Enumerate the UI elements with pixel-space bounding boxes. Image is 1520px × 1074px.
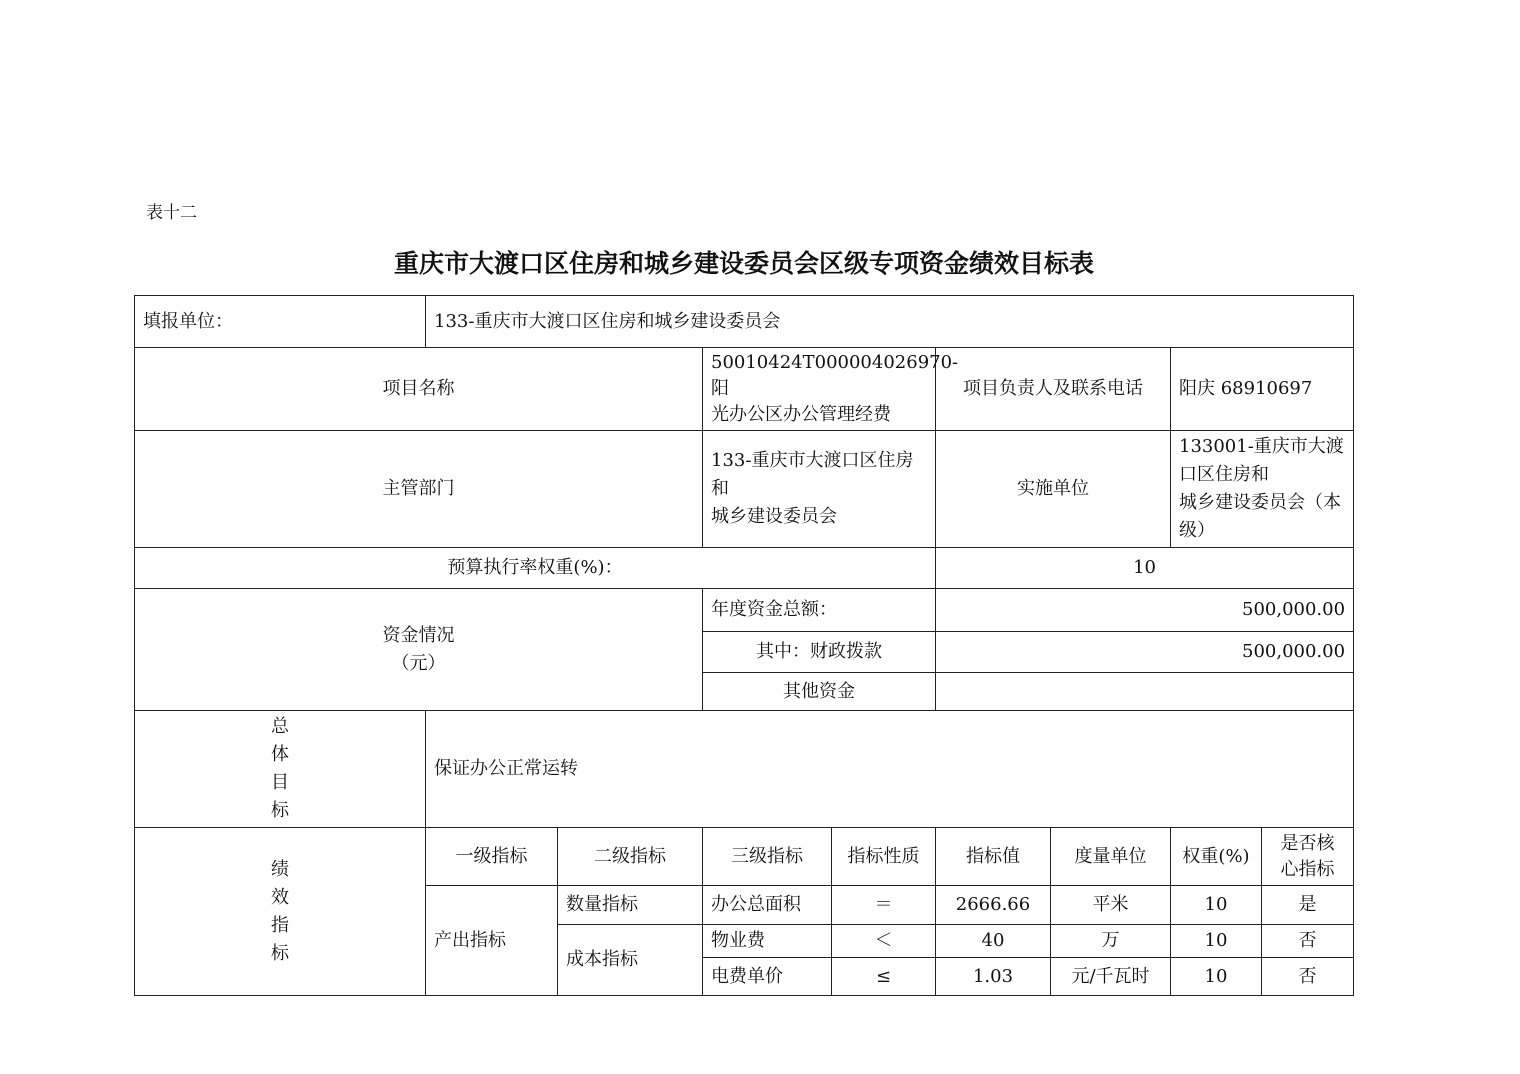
header-core-line: 心指标	[1280, 858, 1335, 880]
indicator-char: 效	[271, 886, 289, 908]
value-cell: 2666.66	[936, 886, 1051, 925]
fiscal-funds-value: 500,000.00	[936, 632, 1354, 673]
dept-line: 133-重庆市大渡口区住房和	[711, 450, 914, 499]
budget-weight-value: 10	[936, 548, 1354, 589]
funds-label	[135, 589, 703, 711]
value-cell: 1.03	[936, 958, 1051, 996]
core-cell: 否	[1262, 958, 1354, 996]
project-name-line: 50010424T000004026970-阳	[711, 352, 959, 399]
level2-quantity: 数量指标	[558, 886, 703, 925]
header-level2: 二级指标	[558, 828, 703, 886]
weight-cell: 10	[1171, 958, 1262, 996]
supervising-dept-value	[703, 431, 936, 548]
document-title: 重庆市大渡口区住房和城乡建设委员会区级专项资金绩效目标表	[393, 249, 1094, 278]
fiscal-funds-label: 其中：财政拨款	[703, 632, 936, 673]
unit-cell: 元/千瓦时	[1051, 958, 1171, 996]
level2-cost: 成本指标	[558, 925, 703, 996]
nature-cell: ＝	[832, 886, 936, 925]
funds-label-line: （元）	[391, 652, 446, 674]
header-core-line: 是否核	[1280, 832, 1335, 854]
level3-cell: 电费单价	[703, 958, 832, 996]
overall-goal-value: 保证办公正常运转	[426, 711, 1354, 828]
header-level1: 一级指标	[426, 828, 558, 886]
goal-char: 体	[271, 744, 289, 765]
header-level3: 三级指标	[703, 828, 832, 886]
budget-weight-label: 预算执行率权重(%)：	[135, 548, 936, 589]
indicator-char: 绩	[271, 858, 289, 880]
goal-char: 总	[271, 716, 289, 737]
level3-cell: 物业费	[703, 925, 832, 958]
other-funds-label: 其他资金	[703, 673, 936, 711]
performance-indicator-label	[135, 828, 426, 996]
other-funds-value	[936, 673, 1354, 711]
impl-line: 城乡建设委员会（本级）	[1179, 492, 1341, 541]
header-nature: 指标性质	[832, 828, 936, 886]
nature-cell: ＜	[832, 925, 936, 958]
header-core	[1262, 828, 1354, 886]
header-value: 指标值	[936, 828, 1051, 886]
implementing-unit-label: 实施单位	[936, 431, 1171, 548]
core-cell: 是	[1262, 886, 1354, 925]
header-weight: 权重(%)	[1171, 828, 1262, 886]
contact-value: 阳庆 68910697	[1171, 348, 1354, 431]
reporting-unit-label: 填报单位：	[135, 296, 426, 348]
goal-char: 标	[271, 800, 289, 821]
project-name-line: 光办公区办公管理经费	[711, 404, 891, 425]
unit-cell: 万	[1051, 925, 1171, 958]
annual-total-label: 年度资金总额：	[703, 589, 936, 632]
weight-cell: 10	[1171, 886, 1262, 925]
performance-target-table	[134, 295, 1354, 996]
header-unit: 度量单位	[1051, 828, 1171, 886]
indicator-char: 指	[271, 914, 289, 936]
implementing-unit-value	[1171, 431, 1354, 548]
indicator-char: 标	[271, 942, 289, 964]
table-number-label: 表十二	[146, 203, 197, 223]
core-cell: 否	[1262, 925, 1354, 958]
project-name-value	[703, 348, 959, 431]
contact-label: 项目负责人及联系电话	[936, 348, 1171, 431]
value-cell: 40	[936, 925, 1051, 958]
goal-char: 目	[271, 772, 289, 793]
level1-output: 产出指标	[426, 886, 558, 996]
overall-goal-label	[135, 711, 426, 828]
project-name-label: 项目名称	[135, 348, 703, 431]
dept-line: 城乡建设委员会	[711, 506, 837, 527]
annual-total-value: 500,000.00	[936, 589, 1354, 632]
level3-cell: 办公总面积	[703, 886, 832, 925]
nature-cell: ≤	[832, 958, 936, 996]
unit-cell: 平米	[1051, 886, 1171, 925]
weight-cell: 10	[1171, 925, 1262, 958]
reporting-unit-value: 133-重庆市大渡口区住房和城乡建设委员会	[426, 296, 1354, 348]
supervising-dept-label: 主管部门	[135, 431, 703, 548]
impl-line: 133001-重庆市大渡口区住房和	[1179, 436, 1344, 485]
funds-label-line: 资金情况	[382, 624, 455, 646]
